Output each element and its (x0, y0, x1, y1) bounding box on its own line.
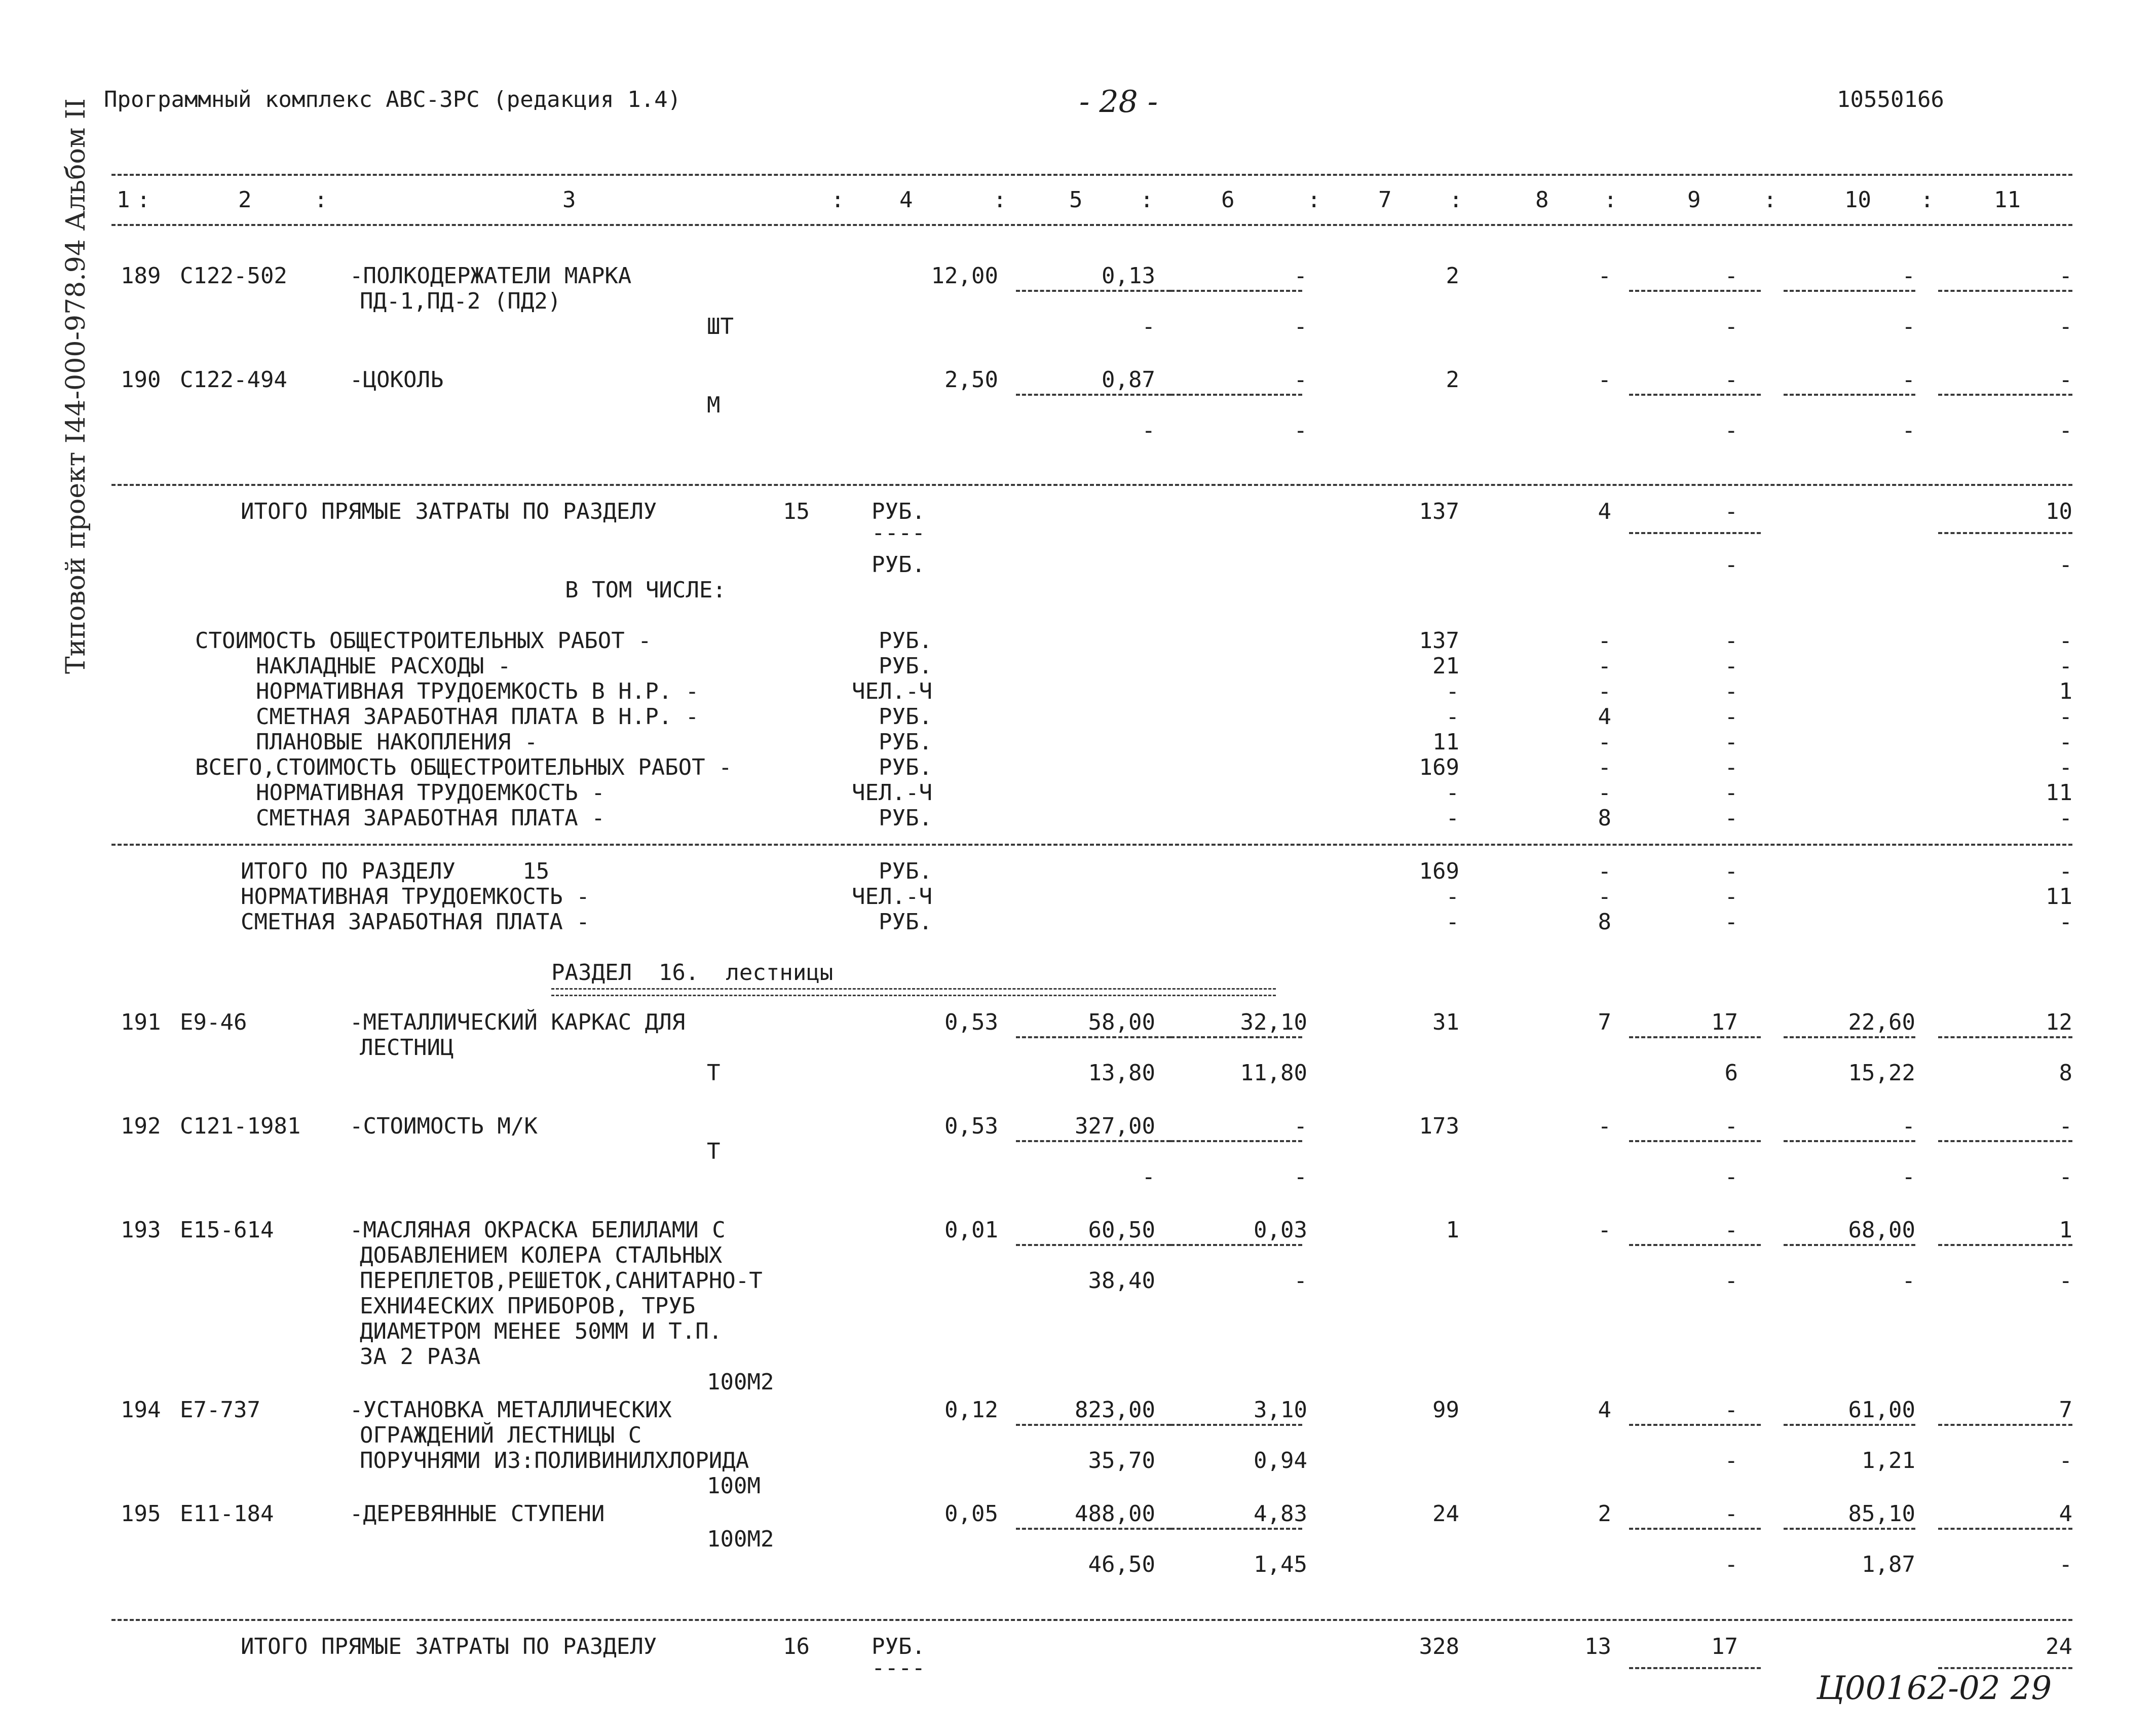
row-col9: - (1724, 1397, 1738, 1423)
summary-col9: - (1724, 704, 1738, 730)
row-col5-second: 46,50 (1088, 1552, 1155, 1577)
row-col7: 173 (1419, 1113, 1459, 1139)
total16-unit-separator: ---- (872, 1655, 925, 1681)
column-header-cell: 10 (1844, 187, 1871, 213)
column-header-cell: 11 (1994, 187, 2021, 213)
row-number: 195 (121, 1501, 161, 1527)
row-col5-second: - (1142, 314, 1155, 339)
row-sub-rule (1629, 1528, 1761, 1530)
row-col11: - (2059, 1113, 2072, 1139)
row-col5-second: - (1142, 418, 1155, 443)
row-sub-rule (1938, 1036, 2072, 1038)
row-col9-second: - (1724, 314, 1738, 339)
row-col11-second: - (2059, 1268, 2072, 1294)
row-col11-second: - (2059, 314, 2072, 339)
summary-col7: 21 (1432, 653, 1459, 679)
row-col9-second: - (1724, 1448, 1738, 1474)
column-header-cell: : (1140, 187, 1154, 213)
row-sub-rule (1170, 1140, 1302, 1142)
summary-label: НОРМАТИВНАЯ ТРУДОЕМКОСТЬ - (241, 884, 590, 910)
summary-unit: ЧЕЛ.-Ч (852, 780, 932, 806)
total-col7: 137 (1419, 499, 1459, 524)
row-description-line: ОГРАЖДЕНИЙ ЛЕСТНИЦЫ С (360, 1422, 642, 1448)
summary-unit: РУБ. (879, 805, 932, 831)
row-description-line: ЗА 2 РАЗА (360, 1344, 481, 1370)
row-unit: ШТ (707, 314, 734, 339)
row-col9-second: - (1724, 1164, 1738, 1190)
summary-col11: - (2059, 909, 2072, 935)
row-description-line: ПЕРЕПЛЕТОВ,РЕШЕТОК,САНИТАРНО-Т (360, 1268, 763, 1294)
row-col10: - (1902, 367, 1915, 393)
total16-section-number: 16 (783, 1634, 810, 1659)
column-header-cell: : (993, 187, 1007, 213)
summary-col11: - (2059, 653, 2072, 679)
row-col5-second: 38,40 (1088, 1268, 1155, 1294)
row-col10-second: 1,21 (1862, 1448, 1915, 1474)
row-col8: - (1598, 1217, 1611, 1243)
summary-label: ВСЕГО,СТОИМОСТЬ ОБЩЕСТРОИТЕЛЬНЫХ РАБОТ - (195, 754, 732, 780)
row-sub-rule (1170, 1244, 1302, 1246)
row-quantity: 2,50 (944, 367, 998, 393)
row-quantity: 0,53 (944, 1113, 998, 1139)
row-col11-second: - (2059, 418, 2072, 443)
column-header-cell: 7 (1378, 187, 1392, 213)
total-col9: - (1724, 499, 1738, 524)
including-label: В ТОМ ЧИСЛЕ: (565, 577, 726, 603)
row-sub-rule (1784, 1528, 1915, 1530)
total-sub-rule-11 (1938, 532, 2072, 534)
summary-col8: - (1598, 884, 1611, 910)
row-sub-rule (1016, 394, 1170, 396)
row-number: 190 (121, 367, 161, 393)
row-description-line: -МЕТАЛЛИЧЕСКИЙ КАРКАС ДЛЯ (350, 1009, 686, 1035)
row-col6: 0,03 (1254, 1217, 1307, 1243)
row-number: 192 (121, 1113, 161, 1139)
row-col11-second: 8 (2059, 1060, 2072, 1086)
summary-label: СМЕТНАЯ ЗАРАБОТНАЯ ПЛАТА - (241, 909, 590, 935)
row-sub-rule (1938, 1244, 2072, 1246)
header-rule-top (111, 174, 2072, 176)
total16-label: ИТОГО ПРЯМЫЕ ЗАТРАТЫ ПО РАЗДЕЛУ (241, 1634, 657, 1659)
row-col8: - (1598, 367, 1611, 393)
row-col7: 2 (1446, 367, 1459, 393)
summary-col8: 4 (1598, 704, 1611, 730)
row-sub-rule (1784, 394, 1915, 396)
row-number: 194 (121, 1397, 161, 1423)
section16-underline (551, 988, 1276, 996)
row-number: 189 (121, 263, 161, 289)
program-header: Программный комплекс АВС-3РС (редакция 1.4) (104, 87, 682, 112)
summary-col9: - (1724, 780, 1738, 806)
summary-unit: РУБ. (879, 909, 932, 935)
row-col5: 488,00 (1075, 1501, 1155, 1527)
row-col8: 7 (1598, 1009, 1611, 1035)
summary-label: СМЕТНАЯ ЗАРАБОТНАЯ ПЛАТА В Н.Р. - (256, 704, 699, 730)
column-header-cell: 6 (1221, 187, 1235, 213)
summary-col7: - (1446, 884, 1459, 910)
column-header-cell: 3 (562, 187, 576, 213)
row-col9-second: - (1724, 418, 1738, 443)
row-col6-second: - (1294, 1268, 1307, 1294)
summary-unit: РУБ. (879, 754, 932, 780)
row-sub-rule (1938, 394, 2072, 396)
total-unit: РУБ. (872, 499, 925, 524)
summary-label: НОРМАТИВНАЯ ТРУДОЕМКОСТЬ - (256, 780, 605, 806)
row-description-line: -ПОЛКОДЕРЖАТЕЛИ МАРКА (350, 263, 632, 289)
summary-col11: 1 (2059, 678, 2072, 704)
row-col6: - (1294, 1113, 1307, 1139)
summary-col11: - (2059, 729, 2072, 755)
row-col9: - (1724, 367, 1738, 393)
row-col10: 85,10 (1848, 1501, 1915, 1527)
section16-rule (111, 1619, 2072, 1621)
row-col9-second: 6 (1724, 1060, 1738, 1086)
summary-col9: - (1724, 628, 1738, 654)
row-quantity: 0,05 (944, 1501, 998, 1527)
total16-sub-rule-11 (1938, 1667, 2072, 1669)
total16-col8: 13 (1584, 1634, 1611, 1659)
row-col5: 327,00 (1075, 1113, 1155, 1139)
row-col10-second: 15,22 (1848, 1060, 1915, 1086)
row-col5: 60,50 (1088, 1217, 1155, 1243)
row-sub-rule (1016, 1424, 1170, 1426)
summary-col8: - (1598, 754, 1611, 780)
row-col7: 2 (1446, 263, 1459, 289)
row-description-line: -МАСЛЯНАЯ ОКРАСКА БЕЛИЛАМИ С (350, 1217, 726, 1243)
summary-col9: - (1724, 858, 1738, 884)
row-col7: 99 (1432, 1397, 1459, 1423)
document-code: 10550166 (1837, 87, 1944, 112)
row-col11-second: - (2059, 1164, 2072, 1190)
row-sub-rule (1938, 1528, 2072, 1530)
summary-col8: 8 (1598, 805, 1611, 831)
summary-col9: - (1724, 909, 1738, 935)
summary-unit: РУБ. (879, 628, 932, 654)
row-sub-rule (1784, 1140, 1915, 1142)
row-col11: 4 (2059, 1501, 2072, 1527)
row-col6-second: 1,45 (1254, 1552, 1307, 1577)
row-col5: 0,87 (1102, 367, 1155, 393)
row-col6-second: - (1294, 418, 1307, 443)
row-description-line: ПОРУЧНЯМИ ИЗ:ПОЛИВИНИЛХЛОРИДА (360, 1448, 749, 1474)
row-col11: 1 (2059, 1217, 2072, 1243)
summary-col7: - (1446, 678, 1459, 704)
row-col6: - (1294, 263, 1307, 289)
row-sub-rule (1170, 1424, 1302, 1426)
total-unit-separator: ---- (872, 520, 925, 546)
row-unit: 100М2 (707, 1526, 774, 1552)
total-sub-rule-9 (1629, 532, 1761, 534)
summary-col9: - (1724, 678, 1738, 704)
summary-label: НОРМАТИВНАЯ ТРУДОЕМКОСТЬ В Н.Р. - (256, 678, 699, 704)
row-sub-rule (1016, 1244, 1170, 1246)
row-sub-rule (1938, 290, 2072, 292)
summary-unit: ЧЕЛ.-Ч (852, 884, 932, 910)
breakdown-rule (111, 844, 2072, 846)
summary-col11: - (2059, 805, 2072, 831)
total-section-number: 15 (783, 499, 810, 524)
row-col6: - (1294, 367, 1307, 393)
row-sub-rule (1016, 1140, 1170, 1142)
column-header-cell: : (1763, 187, 1777, 213)
row-code: С121-1981 (180, 1113, 301, 1139)
row-unit: 100М2 (707, 1369, 774, 1395)
row-col9-second: - (1724, 1268, 1738, 1294)
summary-col7: - (1446, 780, 1459, 806)
summary-col8: - (1598, 678, 1611, 704)
row-col9: - (1724, 1113, 1738, 1139)
summary-col11: - (2059, 858, 2072, 884)
row-quantity: 0,53 (944, 1009, 998, 1035)
column-header-cell: 9 (1687, 187, 1701, 213)
row-description-line: -ДЕРЕВЯННЫЕ СТУПЕНИ (350, 1501, 605, 1527)
summary-unit: РУБ. (879, 653, 932, 679)
row-col6-second: 11,80 (1240, 1060, 1307, 1086)
summary-label: ПЛАНОВЫЕ НАКОПЛЕНИЯ - (256, 729, 538, 755)
row-col10-second: - (1902, 314, 1915, 339)
row-col9: 17 (1711, 1009, 1738, 1035)
row-col5: 58,00 (1088, 1009, 1155, 1035)
row-col9: - (1724, 263, 1738, 289)
row-quantity: 12,00 (931, 263, 998, 289)
row-col8: 2 (1598, 1501, 1611, 1527)
row-code: С122-502 (180, 263, 287, 289)
summary-col9: - (1724, 884, 1738, 910)
row-sub-rule (1629, 1140, 1761, 1142)
row-col10: 22,60 (1848, 1009, 1915, 1035)
summary-col8: - (1598, 653, 1611, 679)
summary-col7: - (1446, 909, 1459, 935)
summary-col7: 169 (1419, 858, 1459, 884)
row-quantity: 0,12 (944, 1397, 998, 1423)
row-col5: 823,00 (1075, 1397, 1155, 1423)
total16-sub-rule-9 (1629, 1667, 1761, 1669)
summary-col7: - (1446, 704, 1459, 730)
row-sub-rule (1784, 1424, 1915, 1426)
column-header-cell: 4 (899, 187, 913, 213)
row-sub-rule (1016, 290, 1170, 292)
row-col6-second: 0,94 (1254, 1448, 1307, 1474)
row-sub-rule (1016, 1036, 1170, 1038)
column-header-cell: : (1307, 187, 1321, 213)
row-number: 191 (121, 1009, 161, 1035)
section15-rule (111, 484, 2072, 486)
summary-col11: - (2059, 704, 2072, 730)
summary-col8: - (1598, 780, 1611, 806)
summary-col8: - (1598, 628, 1611, 654)
summary-col7: 169 (1419, 754, 1459, 780)
row-sub-rule (1170, 1036, 1302, 1038)
row-code: Е9-46 (180, 1009, 247, 1035)
summary-col7: 137 (1419, 628, 1459, 654)
row-col10: 61,00 (1848, 1397, 1915, 1423)
row-sub-rule (1784, 290, 1915, 292)
page-number: - 28 - (1079, 84, 1158, 120)
row-col7: 31 (1432, 1009, 1459, 1035)
row-col10: - (1902, 263, 1915, 289)
row-description-line: ЛЕСТНИЦ (360, 1035, 454, 1061)
row-unit: Т (707, 1060, 721, 1086)
summary-col8: 8 (1598, 909, 1611, 935)
row-col10-second: 1,87 (1862, 1552, 1915, 1577)
row-col10-second: - (1902, 418, 1915, 443)
row-col10-second: - (1902, 1268, 1915, 1294)
row-col7: 24 (1432, 1501, 1459, 1527)
column-header-cell: : (1604, 187, 1617, 213)
row-col11: 12 (2046, 1009, 2072, 1035)
summary-unit: РУБ. (879, 858, 932, 884)
total16-col9: 17 (1711, 1634, 1738, 1659)
summary-label: НАКЛАДНЫЕ РАСХОДЫ - (256, 653, 511, 679)
row-description-line: ДИАМЕТРОМ МЕНЕЕ 50ММ И Т.П. (360, 1318, 723, 1344)
drawing-stamp: Ц00162-02 29 (1817, 1670, 2052, 1707)
total16-col11: 24 (2046, 1634, 2072, 1659)
row-col5-second: - (1142, 1164, 1155, 1190)
header-rule-bottom (111, 224, 2072, 226)
summary-col7: - (1446, 805, 1459, 831)
row-sub-rule (1629, 1036, 1761, 1038)
column-header-cell: 5 (1069, 187, 1083, 213)
column-header-cell: : (1449, 187, 1463, 213)
column-header-cell: 2 (238, 187, 252, 213)
summary-col7: 11 (1432, 729, 1459, 755)
column-header-cell: : (831, 187, 845, 213)
total-label: ИТОГО ПРЯМЫЕ ЗАТРАТЫ ПО РАЗДЕЛУ (241, 499, 657, 524)
total16-col7: 328 (1419, 1634, 1459, 1659)
column-header-cell: : (1920, 187, 1934, 213)
column-header-cell: : (314, 187, 328, 213)
summary-col8: - (1598, 729, 1611, 755)
row-col9: - (1724, 1217, 1738, 1243)
column-header-cell: : (137, 187, 150, 213)
row-description-line: -ЦОКОЛЬ (350, 367, 444, 393)
summary-col11: - (2059, 628, 2072, 654)
row-sub-rule (1784, 1036, 1915, 1038)
column-header-cell: 1 (117, 187, 130, 213)
row-sub-rule (1629, 394, 1761, 396)
row-col6: 3,10 (1254, 1397, 1307, 1423)
row-col10-second: - (1902, 1164, 1915, 1190)
row-col8: 4 (1598, 1397, 1611, 1423)
row-col5-second: 35,70 (1088, 1448, 1155, 1474)
row-number: 193 (121, 1217, 161, 1243)
margin-note: Типовой проект I44-000-978.94 Альбом II (61, 98, 91, 674)
section16-title: РАЗДЕЛ 16. лестницы (551, 960, 834, 986)
total-col11-second: - (2059, 552, 2072, 578)
summary-unit: ЧЕЛ.-Ч (852, 678, 932, 704)
row-sub-rule (1170, 394, 1302, 396)
row-col6-second: - (1294, 1164, 1307, 1190)
row-col9: - (1724, 1501, 1738, 1527)
row-col9-second: - (1724, 1552, 1738, 1577)
row-code: С122-494 (180, 367, 287, 393)
row-code: Е7-737 (180, 1397, 260, 1423)
summary-col9: - (1724, 805, 1738, 831)
row-description-line: -УСТАНОВКА МЕТАЛЛИЧЕСКИХ (350, 1397, 672, 1423)
row-sub-rule (1629, 1244, 1761, 1246)
total-col11: 10 (2046, 499, 2072, 524)
row-quantity: 0,01 (944, 1217, 998, 1243)
row-description-line: -СТОИМОСТЬ М/К (350, 1113, 538, 1139)
row-col5-second: 13,80 (1088, 1060, 1155, 1086)
summary-label: СТОИМОСТЬ ОБЩЕСТРОИТЕЛЬНЫХ РАБОТ - (195, 628, 652, 654)
row-code: Е15-614 (180, 1217, 274, 1243)
row-unit: М (707, 392, 721, 418)
row-col6: 4,83 (1254, 1501, 1307, 1527)
row-col11-second: - (2059, 1448, 2072, 1474)
row-sub-rule (1016, 1528, 1170, 1530)
row-col10: 68,00 (1848, 1217, 1915, 1243)
summary-col9: - (1724, 653, 1738, 679)
row-code: Е11-184 (180, 1501, 274, 1527)
row-col11: 7 (2059, 1397, 2072, 1423)
row-sub-rule (1784, 1244, 1915, 1246)
row-col10: - (1902, 1113, 1915, 1139)
row-col5: 0,13 (1102, 263, 1155, 289)
row-sub-rule (1170, 1528, 1302, 1530)
total-unit-second: РУБ. (872, 552, 925, 578)
summary-unit: РУБ. (879, 704, 932, 730)
row-description-line: ПД-1,ПД-2 (ПД2) (360, 288, 561, 314)
row-unit: 100М (707, 1473, 761, 1499)
summary-col11: 11 (2046, 884, 2072, 910)
row-sub-rule (1629, 1424, 1761, 1426)
row-sub-rule (1629, 290, 1761, 292)
summary-col11: 11 (2046, 780, 2072, 806)
row-col11: - (2059, 263, 2072, 289)
row-description-line: ДОБАВЛЕНИЕМ КОЛЕРА СТАЛЬНЫХ (360, 1242, 723, 1268)
total-col8: 4 (1598, 499, 1611, 524)
total16-unit: РУБ. (872, 1634, 925, 1659)
row-col8: - (1598, 1113, 1611, 1139)
summary-unit: РУБ. (879, 729, 932, 755)
row-col11-second: - (2059, 1552, 2072, 1577)
row-col8: - (1598, 263, 1611, 289)
row-col6: 32,10 (1240, 1009, 1307, 1035)
row-sub-rule (1938, 1424, 2072, 1426)
summary-col9: - (1724, 754, 1738, 780)
row-col6-second: - (1294, 314, 1307, 339)
summary-col9: - (1724, 729, 1738, 755)
row-description-line: ЕХНИ4ЕСКИХ ПРИБОРОВ, ТРУБ (360, 1293, 696, 1319)
summary-label: ИТОГО ПО РАЗДЕЛУ 15 (241, 858, 550, 884)
row-col11: - (2059, 367, 2072, 393)
row-col7: 1 (1446, 1217, 1459, 1243)
row-sub-rule (1170, 290, 1302, 292)
row-unit: Т (707, 1139, 721, 1164)
row-sub-rule (1938, 1140, 2072, 1142)
summary-col11: - (2059, 754, 2072, 780)
summary-col8: - (1598, 858, 1611, 884)
column-header-cell: 8 (1535, 187, 1549, 213)
total-col9-second: - (1724, 552, 1738, 578)
summary-label: СМЕТНАЯ ЗАРАБОТНАЯ ПЛАТА - (256, 805, 605, 831)
